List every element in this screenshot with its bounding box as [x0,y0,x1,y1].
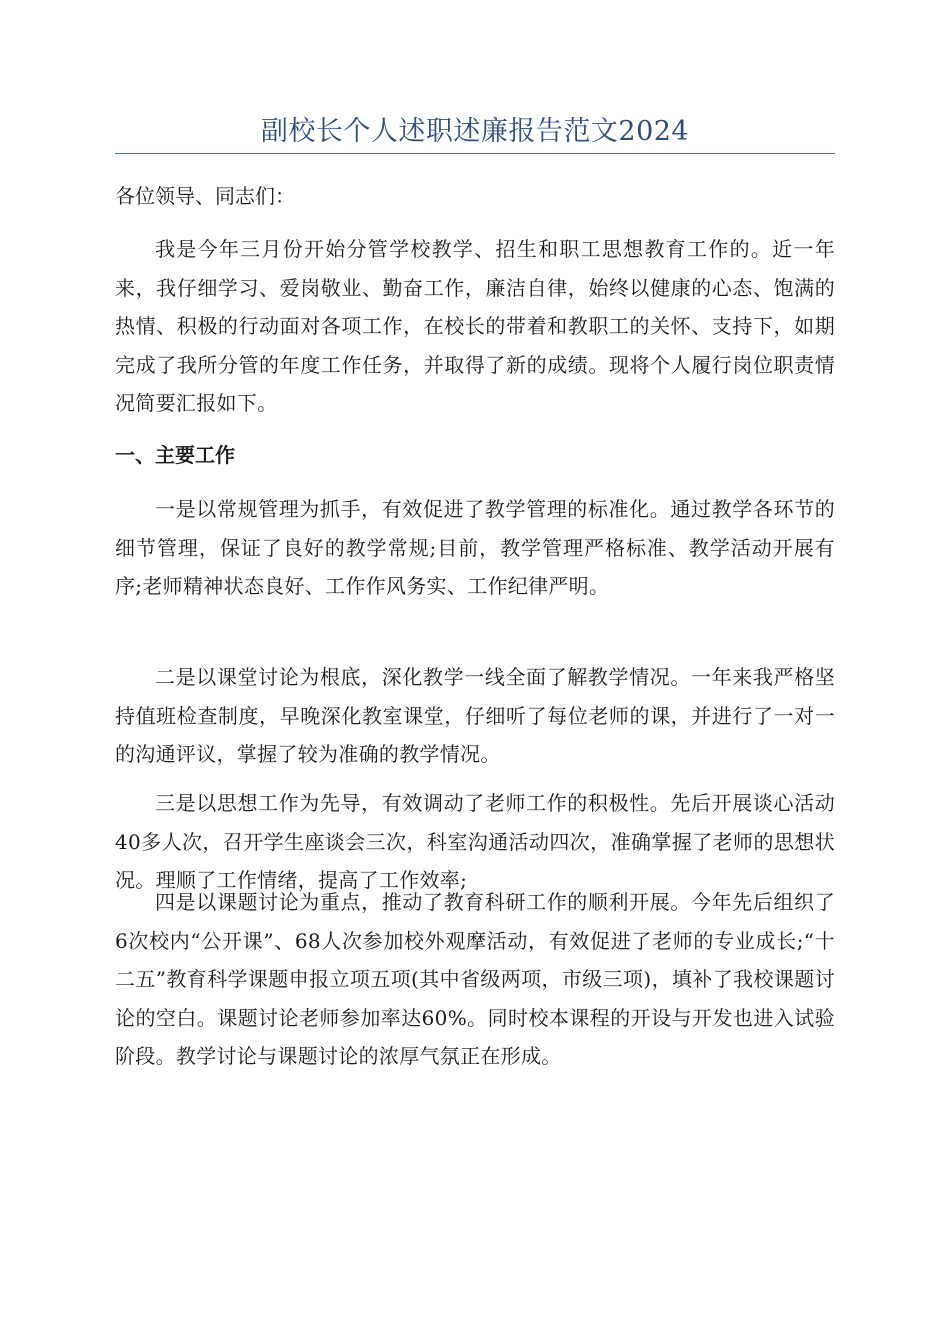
document-title: 副校长个人述职述廉报告范文2024 [260,116,690,147]
body-paragraph: 二是以课堂讨论为根底，深化教学一线全面了解教学情况。一年来我严格坚持值班检查制度，早晚深化教室课堂，仔细听了每位老师的课，并进行了一对一的沟通评议，掌握了较为准确的教学情况。 [115,665,835,766]
body-paragraph: 一是以常规管理为抓手，有效促进了教学管理的标准化。通过教学各环节的细节管理，保证了良好的教学常规;目前，教学管理严格标准、教学活动开展有序;老师精神状态良好、工作作风务实、工作纪律严明。 [115,497,835,598]
title-underline [115,153,835,154]
section-heading: 一、主要工作 [115,443,235,467]
body-paragraph: 三是以思想工作为先导，有效调动了老师工作的积极性。先后开展谈心活动40多人次，召开学生座谈会三次，科室沟通活动四次，准确掌握了老师的思想状况。理顺了工作情绪，提高了工作效率; [115,791,835,892]
body-paragraph: 四是以课题讨论为重点，推动了教育科研工作的顺利开展。今年先后组织了6次校内“公开课”、68人次参加校外观摩活动，有效促进了老师的专业成长;“十二五”教育科学课题申报立项五项(其中省级两项，市级三项)，填补了我校课题讨论的空白。课题讨论老师参加率达60%。同时校本课程的开设与开发也进入试验阶段。教学讨论与课题讨论的浓厚气氛正在形成。 [115,890,835,1068]
intro-paragraph: 我是今年三月份开始分管学校教学、招生和职工思想教育工作的。近一年来，我仔细学习、爱岗敬业、勤奋工作，廉洁自律，始终以健康的心态、饱满的热情、积极的行动面对各项工作，在校长的带着和教职工的关怀、支持下，如期完成了我所分管的年度工作任务，并取得了新的成绩。现将个人履行岗位职责情况简要汇报如下。 [115,237,835,415]
greeting: 各位领导、同志们： [115,184,295,208]
